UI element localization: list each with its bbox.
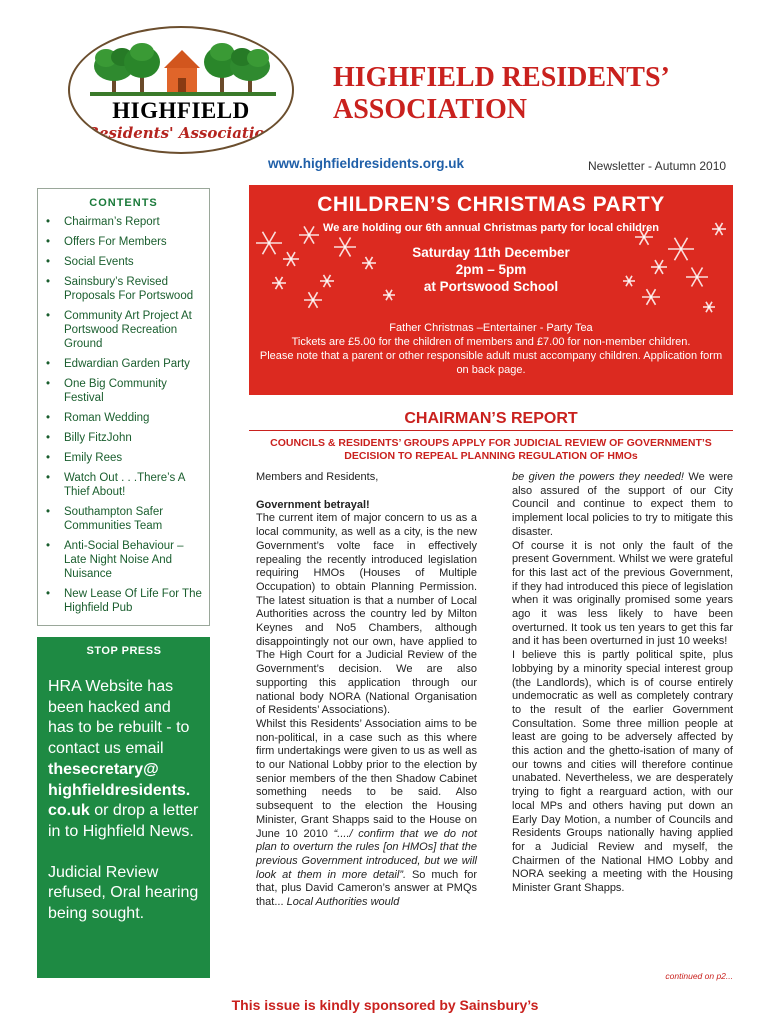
contents-item-label: Chairman’s Report [64, 216, 160, 228]
report-quote: Local Authorities would [286, 896, 400, 909]
contents-item-label: New Lease Of Life For The Highfield Pub [64, 588, 202, 614]
contents-item-label: Community Art Project At Portswood Recreation Ground [64, 310, 192, 350]
bullet-icon: • [46, 452, 51, 464]
stop-press-text-2: or drop a letter in to Highfield News. [48, 802, 199, 840]
contents-item [44, 275, 205, 303]
bullet-icon: • [46, 412, 51, 424]
contents-item [44, 357, 205, 371]
stop-press-notice [48, 677, 200, 843]
contents-item-label: Social Events [64, 256, 134, 268]
bullet-icon: • [46, 358, 51, 370]
contents-item [44, 539, 205, 581]
organisation-title: HIGHFIELD RESIDENTS’ ASSOCIATION [333, 62, 668, 125]
logo-wordmark: HIGHFIELD [112, 98, 250, 123]
contents-item [44, 587, 205, 615]
stop-press-title: STOP PRESS [86, 645, 162, 657]
bullet-icon: • [46, 540, 51, 552]
contents-title: CONTENTS [89, 197, 158, 209]
party-details [259, 321, 723, 377]
contents-panel [37, 188, 210, 626]
bullet-icon: • [46, 236, 51, 248]
contents-item [44, 431, 205, 445]
bullet-icon: • [46, 588, 51, 600]
party-when [249, 244, 733, 295]
contents-item [44, 377, 205, 405]
stop-press-panel [37, 637, 210, 978]
report-paragraph: The current item of major concern to us as a local community, as well as a city, is the new Government’s volte face in effectively repealing the recently introduced legislation requiring HMOs (Houses of Multiple Occupation) to obtain Planning Permission. The latest situation is that a number of Local Authorities across the country led by Milton Keynes and No5 Chambers, although disappointingly not our own, have applied to The High Court for a Judicial Review of the Government’s decision. We are also supporting this application through our national body NORA (National Organisation of Residents’ Associations). [256, 512, 477, 717]
bullet-icon: • [46, 378, 51, 390]
sponsor-footer: This issue is kindly sponsored by Sainsbury’s [231, 997, 539, 1013]
contents-item-label: Roman Wedding [64, 412, 150, 424]
contents-item [44, 451, 205, 465]
christmas-party-banner [249, 185, 733, 395]
bullet-icon: • [46, 310, 51, 322]
report-greeting: Members and Residents, [256, 471, 379, 483]
report-headline: COUNCILS & RESIDENTS’ GROUPS APPLY FOR JUDICIAL REVIEW OF GOVERNMENT’S DECISION TO REPEAL PLANNING REGULATION OF HMOs [270, 437, 712, 462]
continued-note: continued on p2... [665, 971, 733, 981]
title-divider [249, 430, 733, 431]
bullet-icon: • [46, 432, 51, 444]
party-time: 2pm – 5pm [455, 262, 527, 277]
report-column-left [256, 471, 477, 910]
party-tickets: Tickets are £5.00 for the children of members and £7.00 for non-member children. [291, 336, 691, 348]
contents-item-label: Anti-Social Behaviour – Late Night Noise And Nuisance [64, 540, 184, 580]
contents-item-label: Watch Out . . .There’s A Thief About! [64, 472, 185, 498]
contents-item-label: Offers For Members [64, 236, 167, 248]
report-subhead: Government betrayal! [256, 498, 370, 511]
report-paragraph: Of course it is not only the fault of the present Government. Whilst we were grateful for this last act of the previous Government, if they had introduced this piece of legislation when it was originally promised some years ago it was less likely to have been overturned. It took us ten years to get this far and it has been overturned in just 10 weeks! [512, 539, 733, 648]
contact-email[interactable]: thesecretary@ highfieldresidents. co.uk [48, 760, 191, 820]
contents-item-label: Southampton Safer Communities Team [64, 506, 164, 532]
judicial-review-notice: Judicial Review refused, Oral hearing being sought. [48, 863, 199, 923]
report-paragraph: Whilst this Residents’ Association aims to be non-political, in a case such as this where firm undertakings were given to us as well as to our National Lobby prior to the election by senior members of the then Shadow Cabinet something needs to be said. Also subsequent to the election the Housing Minister, Grant Shapps said to the House on June 10 2010 “..../ confirm that we do not plan to overturn the rules [on HMOs] that the previous Government introduced, but we will look at them in more detail”. So much for that, plus David Cameron’s answer at PMQs that... Local Authorities would [256, 717, 477, 909]
stop-press-text: HRA Website has been hacked and has to be rebuilt - to contact us email [48, 678, 190, 758]
report-paragraph: be given the powers they needed! We were also assured of the support of our City Council and continue to expect them to implement local policies to try to mitigate this disaster. [512, 471, 733, 538]
contents-item [44, 215, 205, 229]
bullet-icon: • [46, 276, 51, 288]
contents-item-label: Emily Rees [64, 452, 123, 464]
contents-item [44, 309, 205, 351]
contents-item [44, 411, 205, 425]
contents-item [44, 255, 205, 269]
logo [68, 26, 294, 154]
logo-tagline: Residents' Association [86, 124, 276, 142]
contents-list [38, 215, 209, 615]
report-quote: be given the powers they needed! [512, 471, 684, 483]
contents-item-label: Sainsbury’s Revised Proposals For Portswood [64, 276, 194, 302]
contents-item-label: One Big Community Festival [64, 378, 167, 404]
party-venue: at Portswood School [423, 279, 559, 294]
contents-item-label: Billy FitzJohn [64, 432, 132, 444]
report-quote: “..../ confirm that we do not plan to overturn the rules [on HMOs] that the previous Government introduced, but we will look at them in more detail”. [256, 827, 477, 881]
report-paragraph: I believe this is partly political spite, plus lobbying by a minority special interest group (the Landlords), which is of course entirely undemocratic as well as completely contrary to the result of the earlier Government Consultation. Some three million people at least are going to be adversely affected by this action and the ghetto-isation of many of our towns and cities will therefore continue unabated. Nevertheless, we are desperately trying to fight a rearguard action, with our local MPs and others having put down an Early Day Motion, a number of Councils and Residents Groups nationally having applied for a Judicial Review and myself, the Chairmen of the National HMO Lobby and NORA seeking a meeting with the Housing Minister Grant Shapps. [512, 649, 733, 895]
bullet-icon: • [46, 472, 51, 484]
report-title: CHAIRMAN’S REPORT [404, 410, 578, 427]
contents-item-label: Edwardian Garden Party [64, 358, 190, 370]
party-subtitle: We are holding our 6th annual Christmas party for local children [323, 222, 659, 234]
bullet-icon: • [46, 256, 51, 268]
report-column-right [512, 471, 733, 896]
party-note: Please note that a parent or other responsible adult must accompany children. Application form on back page. [259, 350, 723, 376]
contents-item [44, 471, 205, 499]
bullet-icon: • [46, 506, 51, 518]
contents-item [44, 505, 205, 533]
bullet-icon: • [46, 216, 51, 228]
contents-item [44, 235, 205, 249]
party-date: Saturday 11th December [412, 245, 570, 260]
issue-label: Newsletter - Autumn 2010 [588, 159, 727, 173]
snowflake-icon [703, 302, 715, 312]
party-activities: Father Christmas –Entertainer - Party Tea [389, 322, 593, 334]
party-title: CHILDREN’S CHRISTMAS PARTY [317, 193, 665, 216]
website-link[interactable]: www.highfieldresidents.org.uk [268, 156, 465, 171]
